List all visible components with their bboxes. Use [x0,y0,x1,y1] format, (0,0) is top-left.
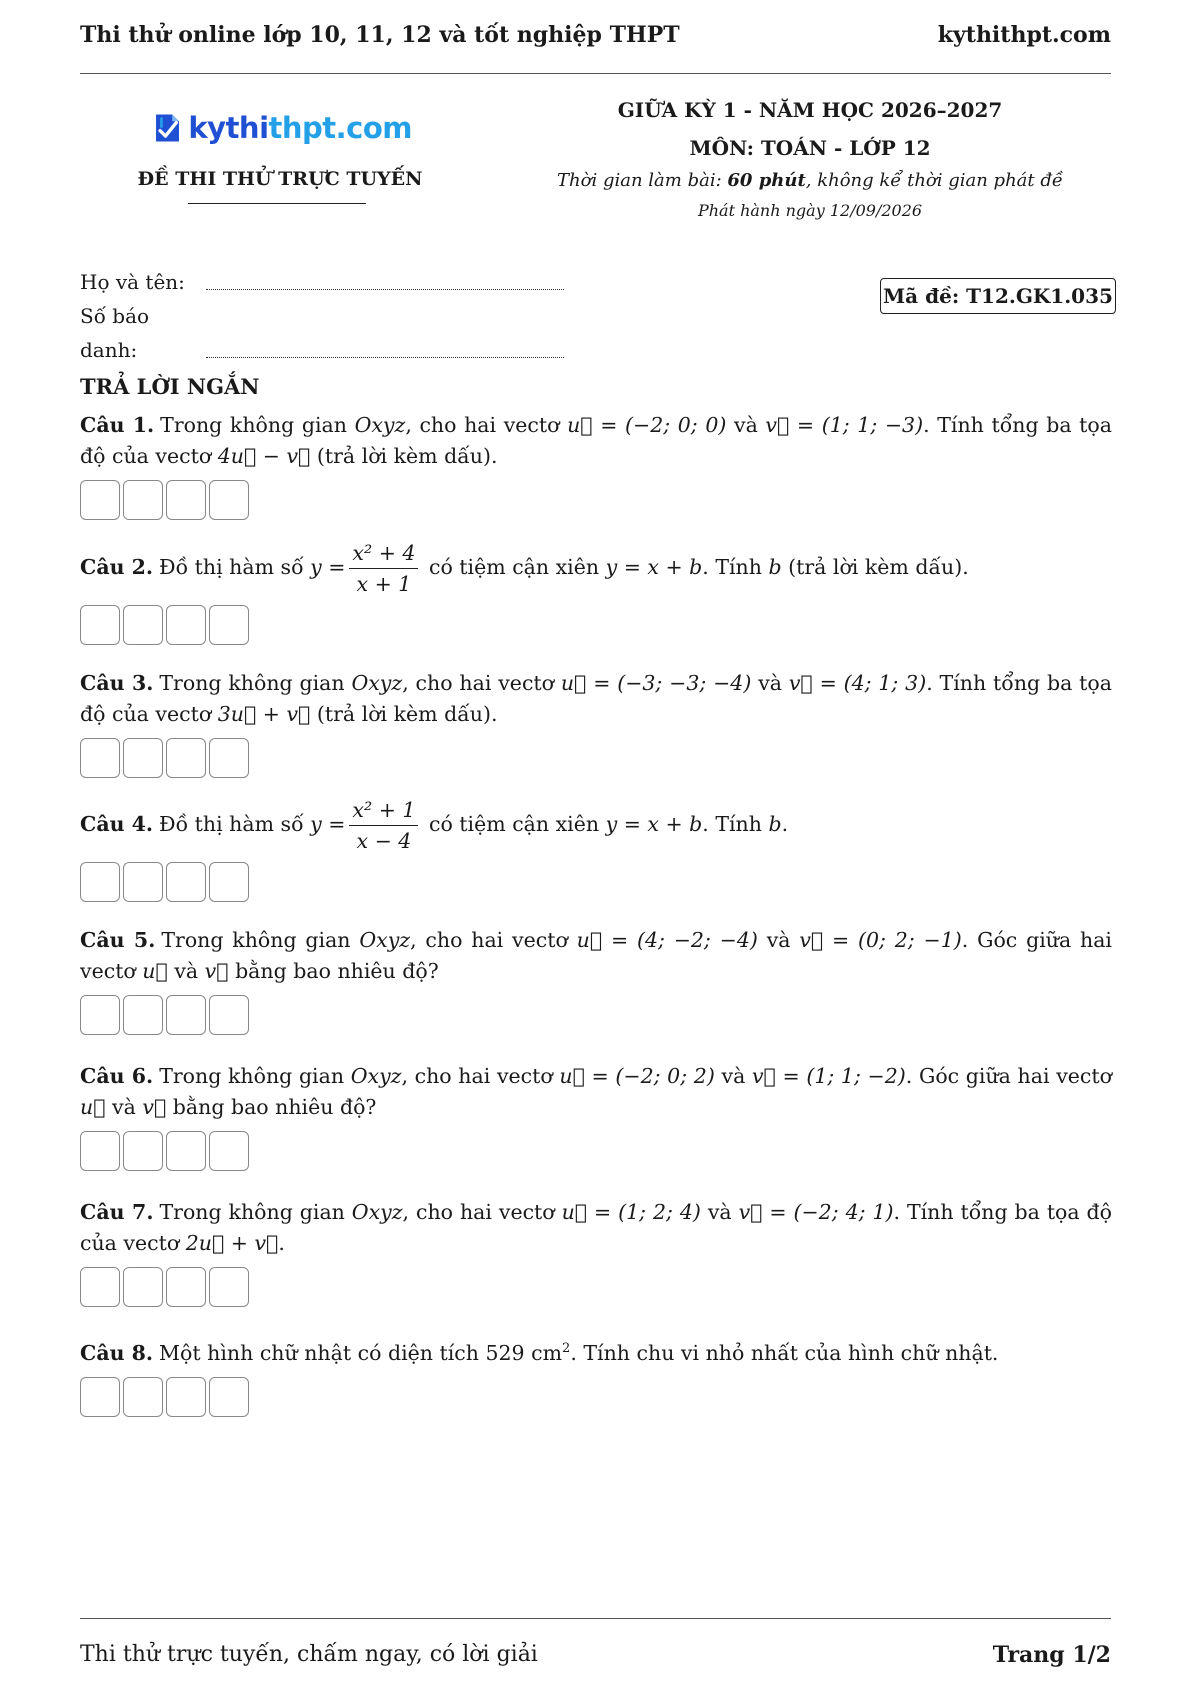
exam-info [540,98,1080,220]
question-text: Đồ thị hàm số [159,812,311,836]
question-text: , cho hai vectơ [402,1200,562,1224]
running-footer [80,1642,1111,1668]
answer-box[interactable] [209,605,249,645]
answer-box[interactable] [166,862,206,902]
question-text: . Tính tổng ba tọa độ của vectơ [80,413,1112,468]
logo-mark-icon [152,102,184,154]
question-text: . Tính tổng ba tọa độ của vectơ [80,671,1112,726]
answer-box[interactable] [80,1267,120,1307]
answer-box[interactable] [80,862,120,902]
math: y = x + b [605,555,703,579]
numerator: x² + 1 [349,797,418,826]
answer-box[interactable] [209,1267,249,1307]
question-4 [80,797,1112,902]
question-text: bằng bao nhiêu độ? [228,959,439,983]
answer-box[interactable] [166,738,206,778]
exam-subtitle: ĐỀ THI THỬ TRỰC TUYẾN [137,168,423,190]
answer-box[interactable] [166,1267,206,1307]
question-text: , cho hai vectơ [410,928,577,952]
fraction [349,540,418,597]
answer-box[interactable] [80,738,120,778]
answer-boxes [80,862,1112,902]
math: v⃗ = (0; 2; −1) [799,928,962,952]
question-3 [80,668,1112,778]
math: y = [310,812,346,836]
math: Oxyz [350,1064,402,1088]
math: Oxyz [359,928,411,952]
math: v⃗ = (4; 1; 3) [788,671,927,695]
exam-term: GIỮA KỲ 1 - NĂM HỌC 2026–2027 [617,98,1003,122]
id-label: Số báo danh: [80,304,150,362]
exam-code-badge: Mã đề: T12.GK1.035 [880,278,1116,314]
math: Oxyz [351,671,403,695]
question-number: Câu 3. [80,671,154,695]
math: v⃗ = (−2; 4; 1) [738,1200,894,1224]
answer-boxes [80,995,1112,1035]
answer-box[interactable] [166,605,206,645]
logo-wordmark [188,111,412,145]
answer-boxes [80,1377,1112,1417]
question-text: , cho hai vectơ [402,671,561,695]
question-text: . Tính chu vi nhỏ nhất của hình chữ nhật. [570,1340,999,1365]
question-number: Câu 5. [80,928,156,952]
question-text: Trong không gian [161,928,360,952]
answer-box[interactable] [166,995,206,1035]
answer-box[interactable] [123,862,163,902]
exam-issued-date: Phát hành ngày 12/09/2026 [697,201,923,220]
duration-value: 60 phút [727,170,806,191]
answer-box[interactable] [209,1377,249,1417]
answer-box[interactable] [123,605,163,645]
question-text: . [278,1231,285,1255]
answer-boxes [80,738,1112,778]
math: v⃗ = (1; 1; −2) [751,1064,906,1088]
answer-box[interactable] [209,1131,249,1171]
math: u⃗ = (−3; −3; −4) [560,671,752,695]
question-number: Câu 1. [80,413,155,437]
question-2 [80,540,1112,645]
duration-suffix: , không kể thời gian phát đề [805,170,1063,191]
footer-tagline: Thi thử trực tuyến, chấm ngay, có lời giải [80,1642,538,1667]
subtitle-rule [188,203,366,204]
section-title: TRẢ LỜI NGẮN [80,374,260,399]
question-7 [80,1197,1112,1307]
id-field[interactable] [206,337,564,358]
answer-box[interactable] [123,738,163,778]
math: v⃗ [142,1095,167,1119]
question-1 [80,410,1112,520]
math: u⃗ = (−2; 0; 0) [567,413,727,437]
answer-box[interactable] [123,1377,163,1417]
answer-box[interactable] [80,480,120,520]
question-text: (trả lời kèm dấu). [310,444,498,468]
question-number: Câu 4. [80,812,154,836]
header-site: kythithpt.com [937,22,1111,48]
logo-word-1: kythi [188,111,269,145]
question-text: , cho hai vectơ [405,413,568,437]
question-text: . Góc giữa hai vectơ [80,928,1112,983]
header-title: Thi thử online lớp 10, 11, 12 và tốt nghiệp THPT [80,22,680,48]
math: u⃗ [80,1095,106,1119]
answer-boxes [80,1267,1112,1307]
question-number: Câu 2. [80,555,154,579]
answer-boxes [80,605,1112,645]
math: 3u⃗ + v⃗ [217,702,311,726]
answer-box[interactable] [166,1131,206,1171]
question-5 [80,925,1112,1035]
question-text: và [714,1064,752,1088]
question-text: Trong không gian [160,413,355,437]
question-text: . Tính [702,555,769,579]
question-text: và [726,413,766,437]
question-text: Trong không gian [159,671,352,695]
question-text: (trả lời kèm dấu). [310,702,498,726]
question-8 [80,1333,1112,1417]
math: u⃗ = (−2; 0; 2) [559,1064,715,1088]
site-logo [152,100,412,156]
question-text: có tiệm cận xiên [422,555,606,579]
answer-box[interactable] [166,1377,206,1417]
name-field[interactable] [206,269,564,290]
fraction [349,797,418,854]
math: u⃗ = (4; −2; −4) [576,928,758,952]
duration-prefix: Thời gian làm bài: [557,170,728,191]
math: b [768,812,782,836]
question-text: Trong không gian [159,1064,351,1088]
question-text: Trong không gian [159,1200,352,1224]
candidate-fields [80,265,564,367]
math: u⃗ = (1; 2; 4) [561,1200,701,1224]
question-text: . [781,812,789,836]
math: Oxyz [354,413,406,437]
answer-box[interactable] [123,995,163,1035]
answer-box[interactable] [209,995,249,1035]
answer-box[interactable] [123,1267,163,1307]
answer-box[interactable] [166,480,206,520]
math: y = [310,555,346,579]
exam-subject: MÔN: TOÁN - LỚP 12 [689,136,931,160]
logo-word-2: thpt.com [268,111,412,145]
answer-box[interactable] [80,605,120,645]
answer-boxes [80,480,1112,520]
math: u⃗ [142,959,168,983]
question-text: và [167,959,205,983]
answer-box[interactable] [123,1131,163,1171]
answer-box[interactable] [209,862,249,902]
answer-box[interactable] [123,480,163,520]
question-number: Câu 8. [80,1340,154,1365]
math: 4u⃗ − v⃗ [217,444,311,468]
area-exponent: 2 [562,1341,571,1356]
question-text: , cho hai vectơ [401,1064,560,1088]
area-value: 529 cm [485,1340,563,1365]
answer-box[interactable] [209,480,249,520]
question-6 [80,1061,1112,1171]
answer-box[interactable] [209,738,249,778]
question-text: . Tính [702,812,769,836]
page-number: Trang 1/2 [992,1642,1111,1668]
math: v⃗ = (1; 1; −3) [765,413,924,437]
answer-boxes [80,1131,1112,1171]
name-label: Họ và tên: [80,270,185,294]
math: 2u⃗ + v⃗ [185,1231,279,1255]
question-text: bằng bao nhiêu độ? [166,1095,377,1119]
question-text: Một hình chữ nhật có diện tích [159,1340,486,1365]
question-text: (trả lời kèm dấu). [781,555,969,579]
denominator: x + 1 [356,572,412,596]
question-text: . Góc giữa hai vectơ [905,1064,1112,1088]
question-number: Câu 7. [80,1200,154,1224]
math: Oxyz [351,1200,403,1224]
answer-box[interactable] [80,995,120,1035]
question-text: Đồ thị hàm số [159,555,311,579]
question-text: và [105,1095,143,1119]
running-header [80,22,1111,52]
footer-rule [80,1618,1111,1619]
math: y = x + b [605,812,703,836]
question-text: và [757,928,800,952]
exam-duration [540,170,1080,191]
question-text: và [751,671,789,695]
question-text: . Tính tổng ba tọa độ của vectơ [80,1200,1113,1255]
denominator: x − 4 [356,829,412,853]
question-text: có tiệm cận xiên [422,812,606,836]
answer-box[interactable] [80,1131,120,1171]
math: b [768,555,782,579]
header-rule [80,73,1111,74]
answer-box[interactable] [80,1377,120,1417]
numerator: x² + 4 [349,540,418,569]
math: v⃗ [204,959,229,983]
question-text: và [700,1200,739,1224]
question-number: Câu 6. [80,1064,154,1088]
